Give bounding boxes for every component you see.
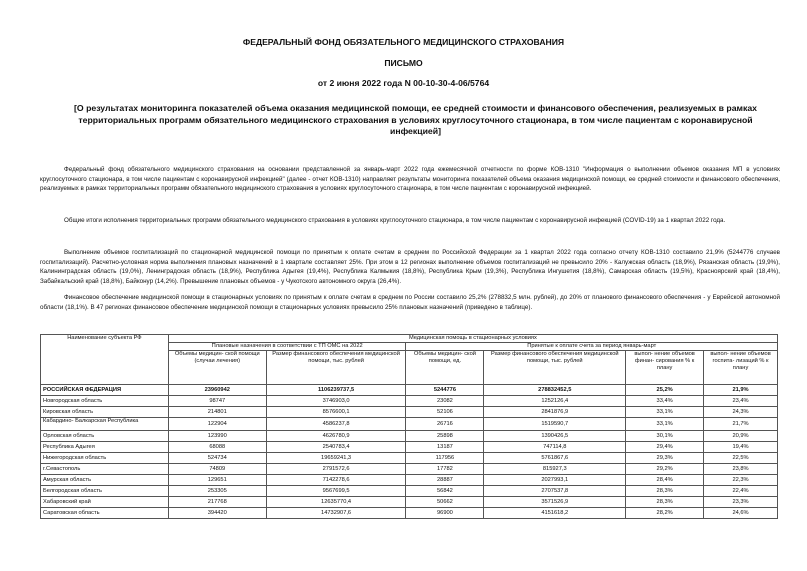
cell-pct-finance: 29,4% xyxy=(626,442,704,453)
cell-plan-volume: 524734 xyxy=(168,453,266,464)
cell-region: Новгородская область xyxy=(41,396,169,407)
cell-plan-volume: 253305 xyxy=(168,486,266,497)
table-row xyxy=(41,385,778,396)
cell-pct-hospital: 22,5% xyxy=(704,453,778,464)
cell-plan-volume: 394420 xyxy=(168,508,266,519)
cell-region: Саратовская область xyxy=(41,508,169,519)
organization-name: ФЕДЕРАЛЬНЫЙ ФОНД ОБЯЗАТЕЛЬНОГО МЕДИЦИНСКОГО СТРАХОВАНИЯ xyxy=(242,37,565,47)
cell-region: Орловская область xyxy=(41,431,169,442)
cell-region: Белгородская область xyxy=(41,486,169,497)
cell-pct-hospital: 24,3% xyxy=(704,407,778,418)
cell-region: Амурская область xyxy=(41,475,169,486)
document-title: [О результатах мониторинга показателей объема оказания медицинской помощи, ее средней стоимости и финансового обеспечения, реализуемых в рамках территориальных программ обязательного медицинского страхования в условиях круглосуточного стационара, в том числе пациентам с коронавирусной инфекцией] xyxy=(74,103,757,136)
cell-plan-finance: 4626780,9 xyxy=(266,431,406,442)
table-row xyxy=(41,407,778,418)
table-row xyxy=(41,497,778,508)
cell-plan-volume: 74809 xyxy=(168,464,266,475)
cell-plan-finance: 7142278,6 xyxy=(266,475,406,486)
cell-fact-volume: 13187 xyxy=(406,442,484,453)
cell-plan-finance: 12635770,4 xyxy=(266,497,406,508)
cell-fact-volume: 50662 xyxy=(406,497,484,508)
header-pct-finance: выпол- нение объемов финан- сирования % к плану xyxy=(626,351,704,385)
cell-plan-finance: 8576600,1 xyxy=(266,407,406,418)
cell-pct-finance: 28,3% xyxy=(626,486,704,497)
cell-fact-finance: 2841876,9 xyxy=(484,407,626,418)
cell-pct-finance: 30,1% xyxy=(626,431,704,442)
cell-pct-hospital: 23,8% xyxy=(704,464,778,475)
cell-fact-finance: 815927,3 xyxy=(484,464,626,475)
header-fact-volume: Объемы медицин- ской помощи, ед. xyxy=(406,351,484,385)
cell-plan-finance: 2540783,4 xyxy=(266,442,406,453)
cell-plan-finance: 1106239737,5 xyxy=(266,385,406,396)
cell-plan-finance: 4586237,8 xyxy=(266,418,406,431)
cell-plan-volume: 123990 xyxy=(168,431,266,442)
header-fact-finance: Размер финансового обеспечения медицинской помощи, тыс. рублей xyxy=(484,351,626,385)
header-group-main: Медицинская помощь в стационарных условиях xyxy=(168,335,777,343)
cell-fact-volume: 26716 xyxy=(406,418,484,431)
cell-fact-finance: 2707537,8 xyxy=(484,486,626,497)
cell-plan-finance: 19659241,3 xyxy=(266,453,406,464)
cell-plan-volume: 129651 xyxy=(168,475,266,486)
cell-fact-finance: 747114,8 xyxy=(484,442,626,453)
table-row xyxy=(41,464,778,475)
table-row xyxy=(41,508,778,519)
cell-region: Нижегородская область xyxy=(41,453,169,464)
cell-plan-volume: 122904 xyxy=(168,418,266,431)
header-plan-finance: Размер финансового обеспечения медицинской помощи, тыс. рублей xyxy=(266,351,406,385)
cell-pct-finance: 28,3% xyxy=(626,497,704,508)
cell-plan-finance: 14732907,6 xyxy=(266,508,406,519)
header-group-plan: Плановые назначения в соответствии с ТП ОМС на 2022 xyxy=(168,343,406,351)
document-date-number: от 2 июня 2022 года N 00-10-30-4-06/5764 xyxy=(317,78,490,88)
cell-plan-finance: 3746903,0 xyxy=(266,396,406,407)
cell-fact-volume: 28887 xyxy=(406,475,484,486)
cell-pct-hospital: 24,6% xyxy=(704,508,778,519)
table-row xyxy=(41,396,778,407)
header-group-fact: Принятые к оплате счета за период январь-март xyxy=(406,343,778,351)
cell-pct-finance: 29,3% xyxy=(626,453,704,464)
cell-plan-volume: 217768 xyxy=(168,497,266,508)
cell-pct-hospital: 22,4% xyxy=(704,486,778,497)
cell-pct-hospital: 23,3% xyxy=(704,497,778,508)
cell-plan-volume: 23960942 xyxy=(168,385,266,396)
header-plan-volume: Объемы медицин- ской помощи (случаи лечения) xyxy=(168,351,266,385)
cell-fact-volume: 5244776 xyxy=(406,385,484,396)
cell-fact-finance: 278832452,5 xyxy=(484,385,626,396)
cell-fact-volume: 96900 xyxy=(406,508,484,519)
table-row xyxy=(41,418,778,431)
cell-fact-finance: 2027993,1 xyxy=(484,475,626,486)
cell-pct-hospital: 19,4% xyxy=(704,442,778,453)
cell-fact-volume: 23082 xyxy=(406,396,484,407)
cell-pct-hospital: 23,4% xyxy=(704,396,778,407)
table-row xyxy=(41,486,778,497)
cell-pct-hospital: 21,7% xyxy=(704,418,778,431)
cell-plan-finance: 9567699,5 xyxy=(266,486,406,497)
regions-table xyxy=(40,334,778,519)
cell-fact-volume: 117956 xyxy=(406,453,484,464)
cell-pct-hospital: 21,9% xyxy=(704,385,778,396)
cell-region: Республика Адыгея xyxy=(41,442,169,453)
header-pct-hospital: выпол- нение объемов госпита- лизаций % к плану xyxy=(704,351,778,385)
table-row xyxy=(41,442,778,453)
cell-fact-finance: 1390426,5 xyxy=(484,431,626,442)
cell-pct-hospital: 20,9% xyxy=(704,431,778,442)
paragraph-hospitalization: Выполнение объемов госпитализаций по стационарной медицинской помощи по принятым к оплате счетам в среднем по Российской Федерации за 1 квартал 2022 года согласно отчету КОВ-1310 составило 21,9% (5244776 случаев госпитализаций). Расчетно-условная норма выполнения плановых назначений в 1 квартале составляет 25%. При этом в 12 регионах выполнение объемов госпитализаций не превысило 20% - Калужская область (18,9%), Рязанская область (19,9%), Калининградская область (19,0%), Ленинградская область (18,9%), Республика Адыгея (19,4%), Республика Калмыкия (18,8%), Республика Крым (19,3%), Республика Ингушетия (18,8%), Самарская область (19,5%), Красноярский край (18,4%), Забайкальский край (18,8%), Байконур (14,2%). Превышение плановых объемов - у Чукотского автономного округа (26,4%). xyxy=(40,249,780,286)
cell-plan-volume: 214801 xyxy=(168,407,266,418)
cell-fact-volume: 17782 xyxy=(406,464,484,475)
table-row xyxy=(41,431,778,442)
cell-region: Хабаровский край xyxy=(41,497,169,508)
cell-fact-volume: 25898 xyxy=(406,431,484,442)
cell-region: Кабардино- Балкарская Республика xyxy=(41,418,169,431)
cell-pct-hospital: 22,3% xyxy=(704,475,778,486)
cell-pct-finance: 28,4% xyxy=(626,475,704,486)
cell-fact-finance: 5761867,6 xyxy=(484,453,626,464)
cell-region: Кировская область xyxy=(41,407,169,418)
cell-fact-volume: 56842 xyxy=(406,486,484,497)
paragraph-summary: Общие итоги исполнения территориальных программ обязательного медицинского страхования в условиях круглосуточного стационара, в том числе пациентам с коронавирусной инфекцией (COVID-19) за 1 квартал 2022 года. xyxy=(64,217,726,224)
cell-pct-finance: 25,2% xyxy=(626,385,704,396)
cell-pct-finance: 33,4% xyxy=(626,396,704,407)
cell-plan-finance: 2791572,6 xyxy=(266,464,406,475)
cell-region: г.Севастополь xyxy=(41,464,169,475)
cell-fact-finance: 1252126,4 xyxy=(484,396,626,407)
paragraph-intro: Федеральный фонд обязательного медицинского страхования на основании представленной за январь-март 2022 года ежемесячной отчетности по форме КОВ-1310 "Информация о выполнении объемов оказания МП в условиях круглосуточного стационара, в том числе пациентам с коронавирусной инфекцией" (далее - отчет КОВ-1310) направляет результаты мониторинга показателей объема оказания медицинской помощи, ее средней стоимости и финансового обеспечения, реализуемых в рамках территориальных программ обязательного медицинского страхования в условиях круглосуточного стационара, в том числе пациентам с коронавирусной инфекцией. xyxy=(40,166,780,193)
cell-fact-finance: 1519590,7 xyxy=(484,418,626,431)
table-row xyxy=(41,453,778,464)
cell-fact-volume: 52106 xyxy=(406,407,484,418)
document-type: ПИСЬМО xyxy=(384,58,423,68)
cell-plan-volume: 68088 xyxy=(168,442,266,453)
cell-region: РОССИЙСКАЯ ФЕДЕРАЦИЯ xyxy=(41,385,169,396)
cell-pct-finance: 29,2% xyxy=(626,464,704,475)
cell-pct-finance: 28,2% xyxy=(626,508,704,519)
header-region-name: Наименование субъекта РФ xyxy=(41,335,169,385)
cell-plan-volume: 98747 xyxy=(168,396,266,407)
cell-fact-finance: 3571526,9 xyxy=(484,497,626,508)
table-row xyxy=(41,475,778,486)
cell-pct-finance: 33,1% xyxy=(626,407,704,418)
paragraph-financing: Финансовое обеспечение медицинской помощи в стационарных условиях по принятым к оплате счетам в среднем по России составило 25,2% (278832,5 млн. рублей), до 20% от планового финансового обеспечения - у Еврейской автономной области (18,1%). В 47 регионах финансовое обеспечение медицинской помощи в стационарных условиях превысило 25% плановых назначений (приведено в таблице). xyxy=(40,294,780,311)
cell-fact-finance: 4151618,2 xyxy=(484,508,626,519)
cell-pct-finance: 33,1% xyxy=(626,418,704,431)
